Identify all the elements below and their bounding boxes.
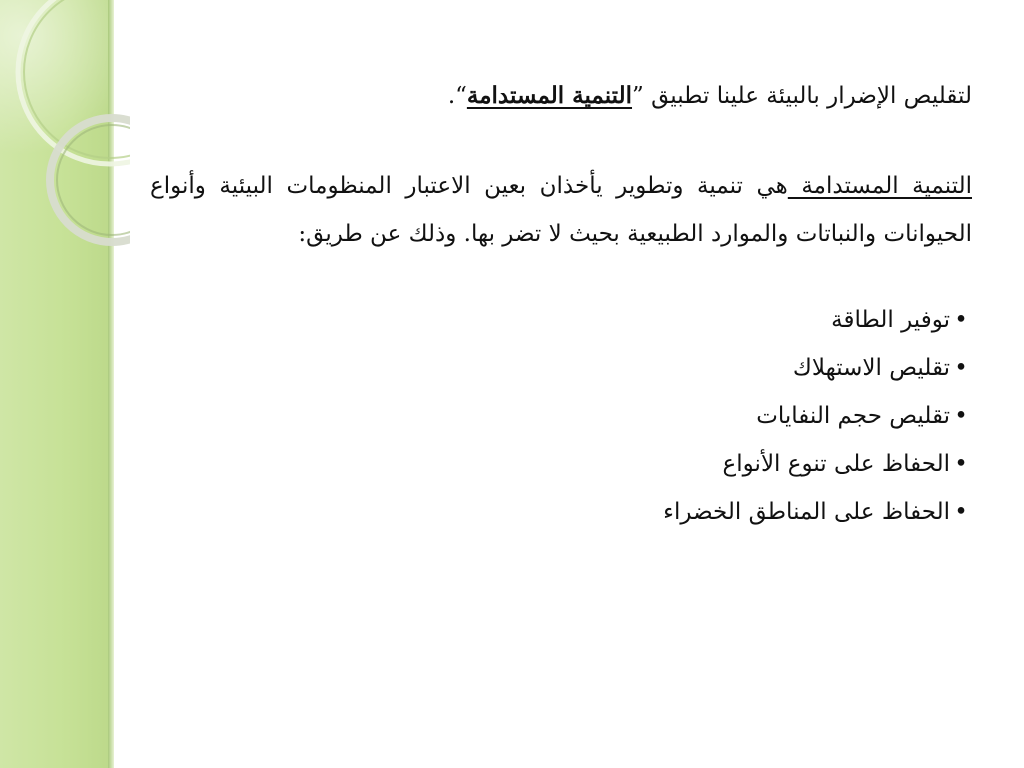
intro-suffix: “. (447, 83, 467, 109)
intro-prefix: لتقليص الإضرار بالبيئة علينا تطبيق ” (632, 83, 972, 109)
decorative-rings (0, 0, 130, 260)
list-item-text: توفير الطاقة (831, 307, 950, 333)
list-item-text: تقليص الاستهلاك (792, 355, 950, 381)
list-item (150, 344, 972, 392)
list-item-text: تقليص حجم النفايات (756, 403, 950, 429)
bullet-icon: • (954, 499, 968, 525)
bullet-icon: • (954, 451, 968, 477)
bullet-icon: • (954, 355, 968, 381)
bullet-icon: • (954, 403, 968, 429)
list-item-text: الحفاظ على تنوع الأنواع (722, 451, 950, 477)
definition-term: التنمية المستدامة (787, 173, 972, 199)
intro-term: التنمية المستدامة (466, 82, 633, 109)
list-item (150, 296, 972, 344)
definition-text: هي تنمية وتطوير يأخذان بعين الاعتبار المنظومات البيئية وأنواع الحيوانات والنباتات والموارد الطبيعية بحيث لا تضر بها. وذلك عن طريق: (150, 173, 972, 247)
list-item (150, 392, 972, 440)
slide-content (150, 72, 972, 536)
intro-paragraph (150, 72, 972, 120)
definition-paragraph (150, 162, 972, 258)
list-item-text: الحفاظ على المناطق الخضراء (663, 499, 950, 525)
list-item (150, 488, 972, 536)
methods-list (150, 296, 972, 536)
list-item (150, 440, 972, 488)
bullet-icon: • (954, 307, 968, 333)
